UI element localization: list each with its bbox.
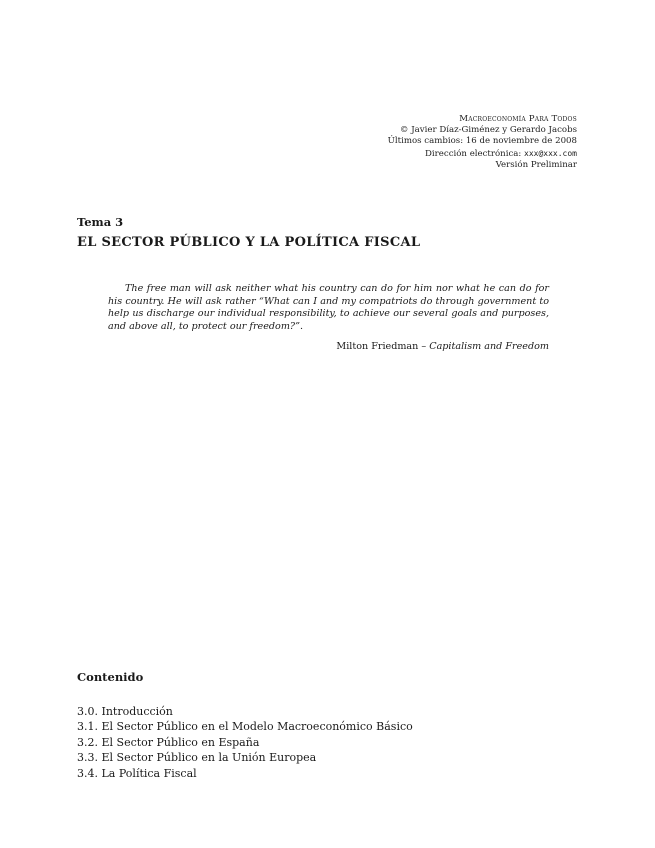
series-title: Macroeconomía Para Todos xyxy=(459,114,577,124)
chapter-title: EL SECTOR PÚBLICO Y LA POLÍTICA FISCAL xyxy=(77,235,421,250)
chapter-label: Tema 3 xyxy=(77,215,124,229)
last-changes-line: Últimos cambios: 16 de noviembre de 2008 xyxy=(387,136,577,147)
document-header xyxy=(388,114,577,171)
toc-item: 3.2. El Sector Público en España xyxy=(77,735,260,749)
epigraph-quote: The free man will ask neither what his country can do for him nor what he can do for his country. He will ask rather “What can I and my compatriots do through government to help us discharge our individual responsibility, to achieve our several goals and purposes, and above all, to protect our freedom?”. xyxy=(108,283,549,332)
email-line xyxy=(388,148,577,160)
toc-item: 3.0. Introducción xyxy=(77,705,173,718)
toc-item: 3.3. El Sector Público en la Unión Europea xyxy=(77,751,317,765)
authors-line: © Javier Díaz-Giménez y Gerardo Jacobs xyxy=(399,125,577,136)
epigraph xyxy=(108,283,549,333)
epigraph-book: Capitalism and Freedom xyxy=(429,341,549,352)
email-address: xxx@xxx.com xyxy=(524,148,577,158)
version-line: Versión Preliminar xyxy=(495,159,577,170)
contents-heading: Contenido xyxy=(77,670,144,684)
table-of-contents xyxy=(77,704,413,781)
epigraph-attribution xyxy=(108,341,549,354)
toc-item: 3.4. La Política Fiscal xyxy=(77,766,197,780)
epigraph-author: Milton Friedman – xyxy=(336,341,430,352)
toc-item: 3.1. El Sector Público en el Modelo Macroeconómico Básico xyxy=(77,720,413,734)
email-label: Dirección electrónica: xyxy=(425,148,522,159)
